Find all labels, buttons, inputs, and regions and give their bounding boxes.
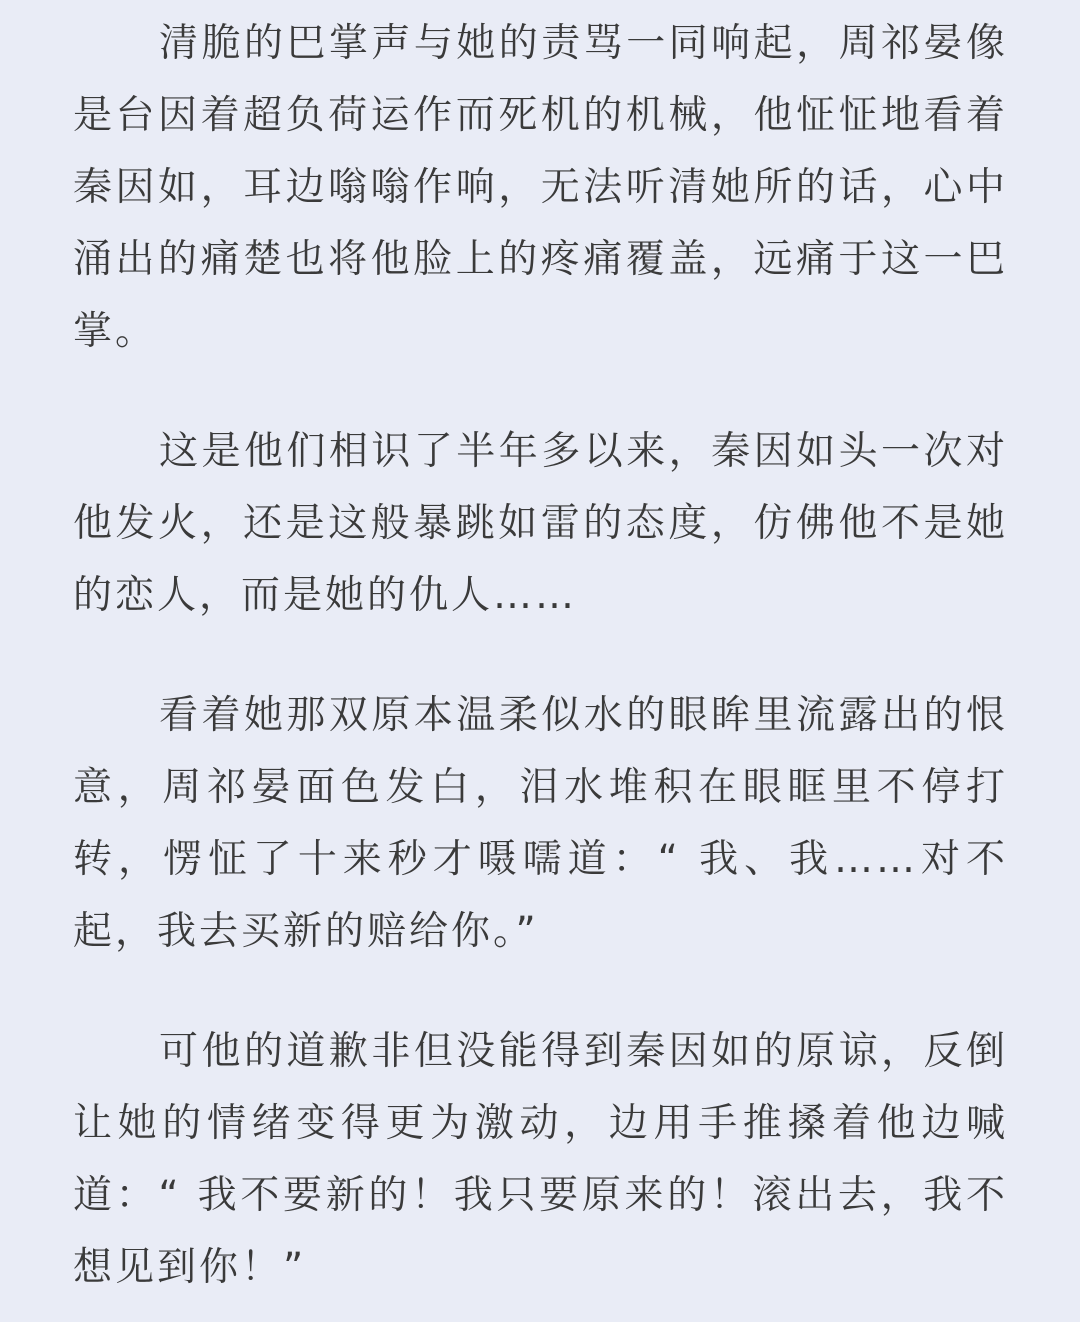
paragraph-3: 看着她那双原本温柔似水的眼眸里流露出的恨意，周祁晏面色发白，泪水堆积在眼眶里不停打转，愣怔了十来秒才嗫嚅道：“ 我、我……对不起，我去买新的赔给你。”	[73, 693, 1008, 954]
paragraph-1: 清脆的巴掌声与她的责骂一同响起，周祁晏像是台因着超负荷运作而死机的机械，他怔怔地看着秦因如，耳边嗡嗡作响，无法听清她所的话，心中涌出的痛楚也将他脸上的疼痛覆盖，远痛于这一巴掌。	[73, 21, 1008, 354]
paragraph-gap	[73, 968, 1008, 1016]
paragraph-4: 可他的道歉非但没能得到秦因如的原谅，反倒让她的情绪变得更为激动，边用手推搡着他边喊道：“ 我不要新的！我只要原来的！滚出去，我不想见到你！”	[73, 1029, 1008, 1290]
paragraph-gap	[73, 368, 1008, 416]
paragraph-gap	[73, 632, 1008, 680]
paragraph-2: 这是他们相识了半年多以来，秦因如头一次对他发火，还是这般暴跳如雷的态度，仿佛他不是她的恋人，而是她的仇人……	[73, 429, 1008, 618]
